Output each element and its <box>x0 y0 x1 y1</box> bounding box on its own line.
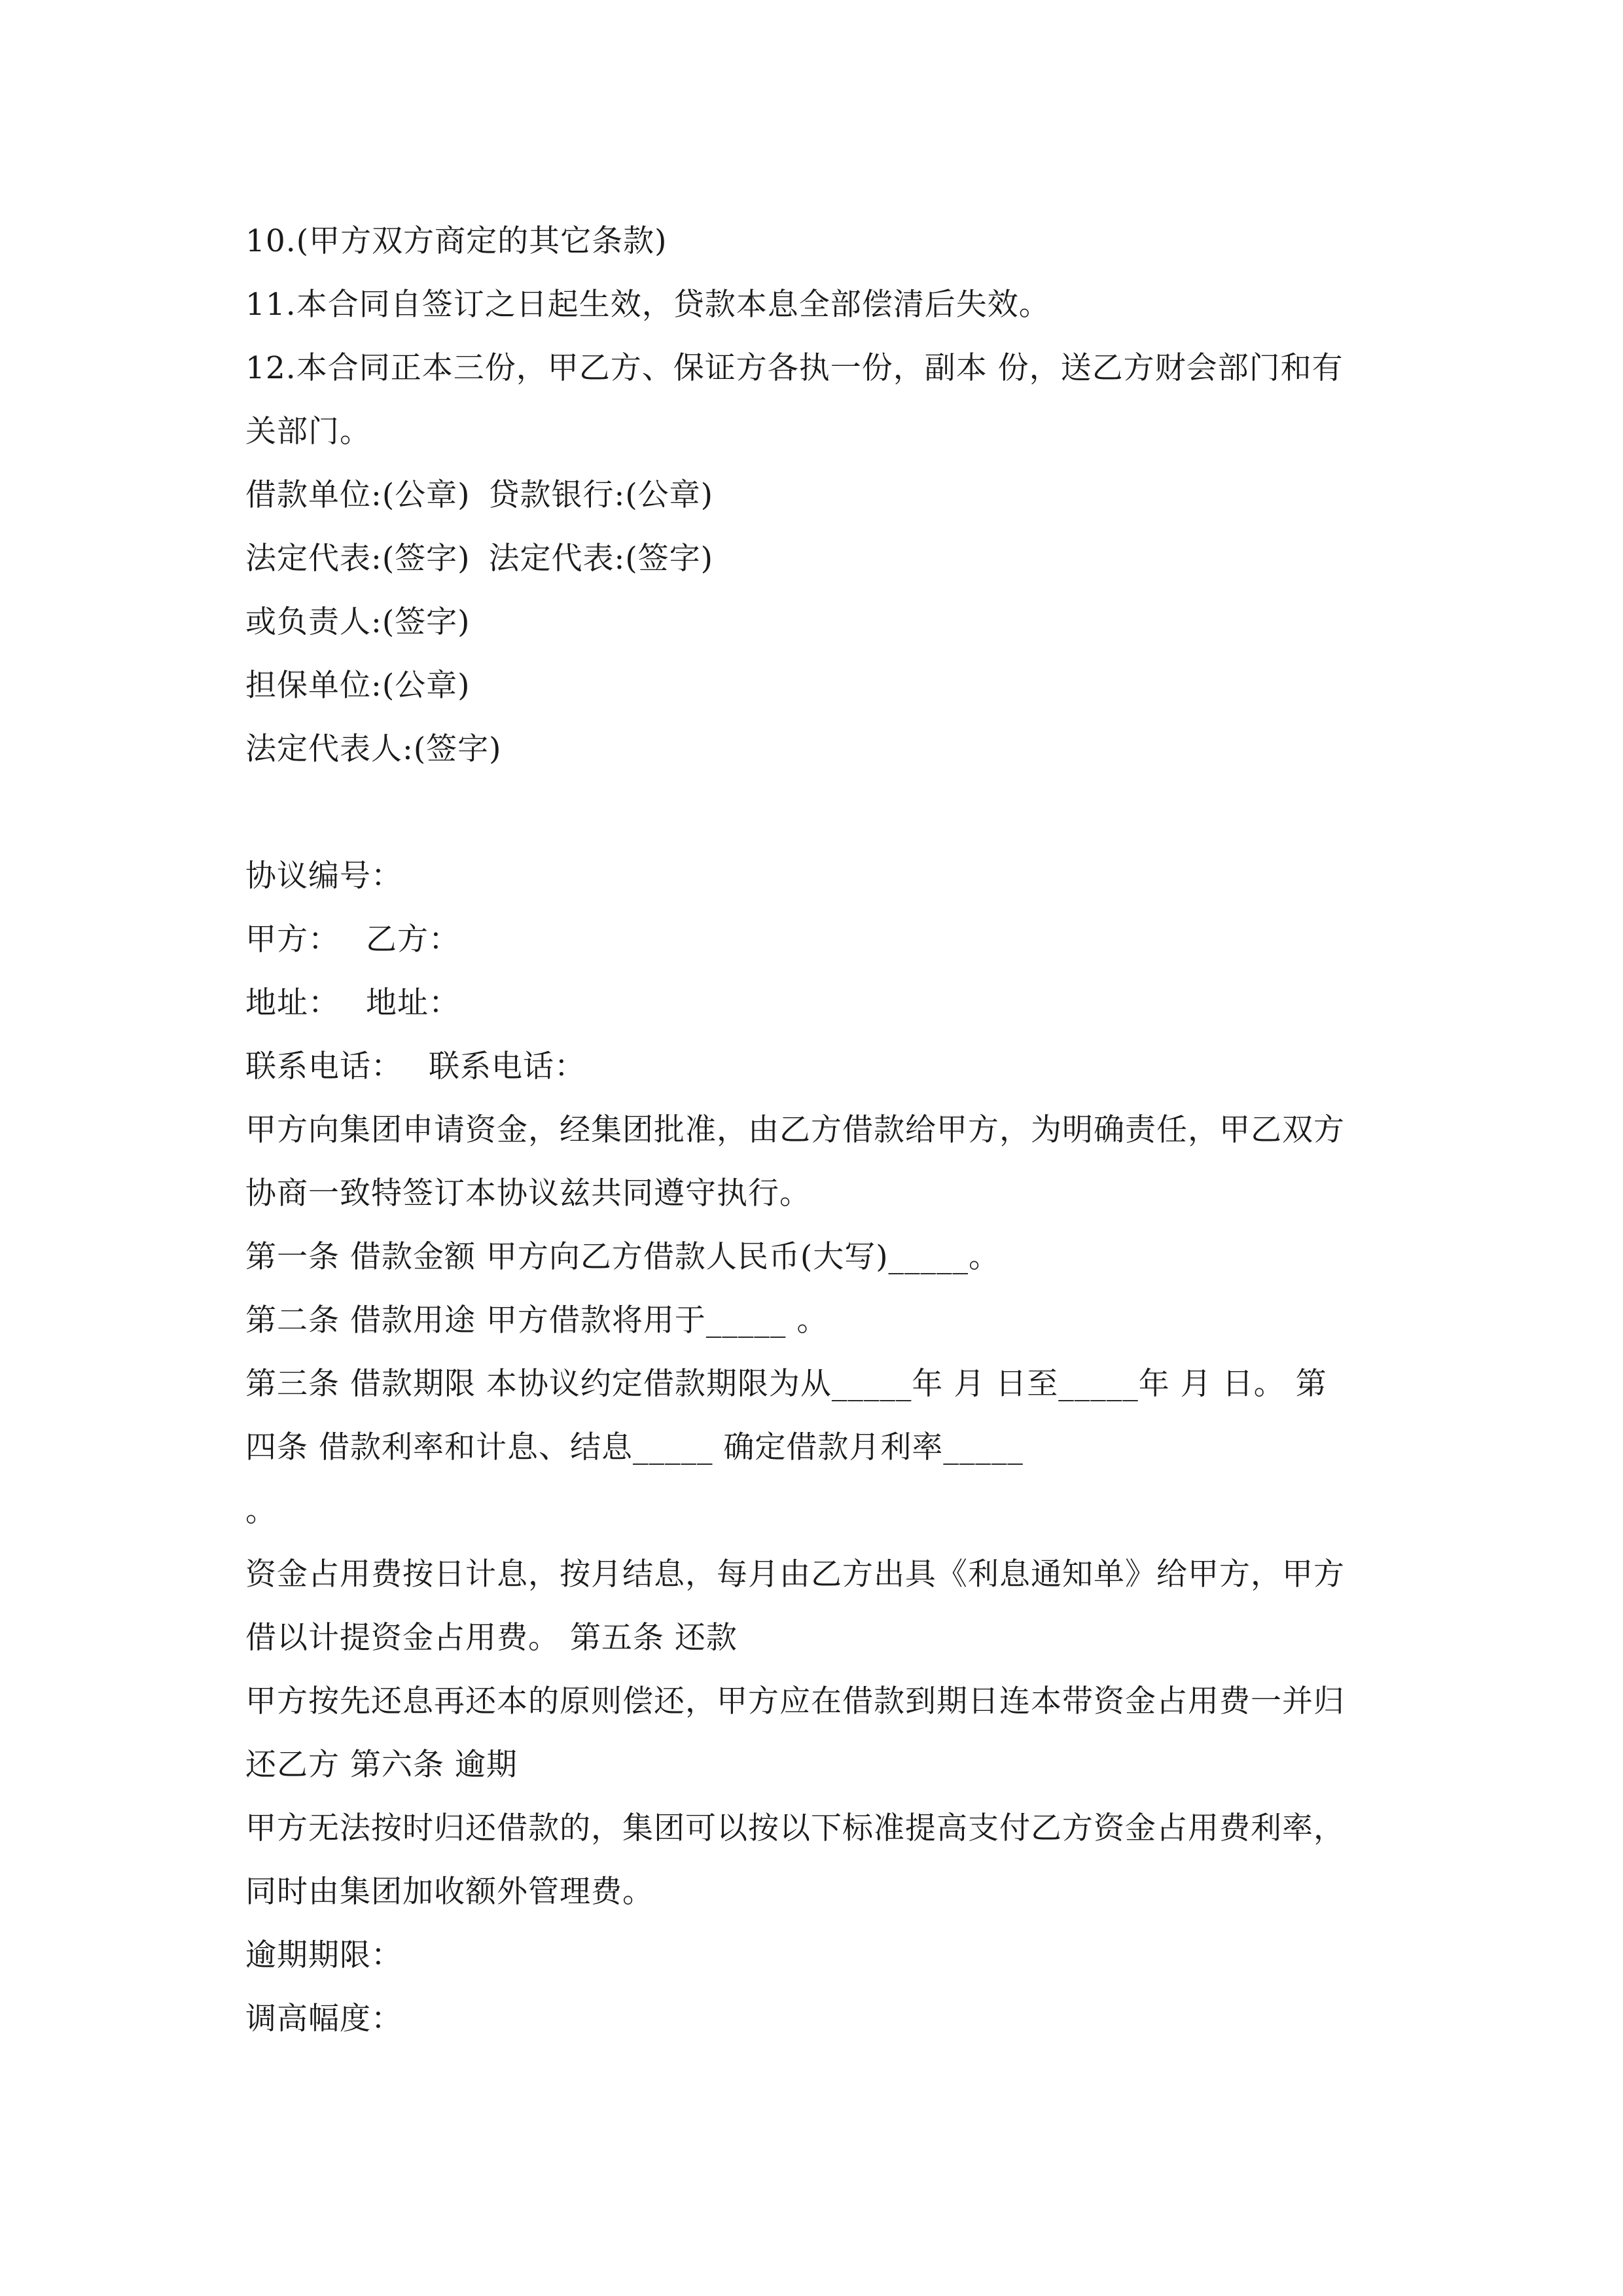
phone-row <box>245 1035 1397 1098</box>
article-1: 第一条 借款金额 甲方向乙方借款人民币(大写)_____。 <box>245 1239 1001 1275</box>
borrower-seal-label: 借款单位:(公章) <box>245 477 471 513</box>
repayment-line-1: 甲方按先还息再还本的原则偿还，甲方应在借款到期日连本带资金占用费一并归 <box>245 1683 1345 1719</box>
overdue-line-2: 同时由集团加收额外管理费。 <box>245 1874 654 1910</box>
overdue-period-label: 逾期期限： <box>245 1937 402 1973</box>
guarantor-seal-label: 担保单位:(公章) <box>245 668 471 704</box>
preamble-line-2: 协商一致特签订本协议兹共同遵守执行。 <box>245 1175 811 1211</box>
party-b-label: 乙方： <box>366 922 460 958</box>
clause-12: 12.本合同正本三份，甲乙方、保证方各执一份，副本 份，送乙方财会部门和有 <box>245 350 1344 386</box>
guarantor-rep-label: 法定代表人:(签字) <box>245 731 502 767</box>
article-3: 第三条 借款期限 本协议约定借款期限为从_____年 月 日至_____年 月 日。 第 <box>245 1366 1327 1402</box>
clause-11: 11.本合同自签订之日起生效，贷款本息全部偿清后失效。 <box>245 287 1050 323</box>
interest-line-2: 借以计提资金占用费。 第五条 还款 <box>245 1620 738 1656</box>
preamble-line-1: 甲方向集团申请资金，经集团批准，由乙方借款给甲方，为明确责任，甲乙双方 <box>245 1112 1345 1148</box>
interest-line-1: 资金占用费按日计息，按月结息，每月由乙方出具《利息通知单》给甲方，甲方 <box>245 1556 1345 1592</box>
bank-seal-label: 贷款银行:(公章) <box>488 477 714 513</box>
agreement-number: 协议编号： <box>245 858 402 894</box>
party-b-address-label: 地址： <box>366 985 460 1021</box>
article-2: 第二条 借款用途 甲方借款将用于_____ 。 <box>245 1302 829 1338</box>
document-page <box>245 209 1397 2051</box>
clause-10: 10.(甲方双方商定的其它条款) <box>245 223 668 259</box>
article-4: 四条 借款利率和计息、结息_____ 确定借款月利率_____ <box>245 1429 1024 1465</box>
article-4-end: 。 <box>245 1493 277 1529</box>
clause-12-cont: 关部门。 <box>245 414 371 450</box>
signature-row-3: 或负责人:(签字) <box>245 604 471 640</box>
party-a-label: 甲方： <box>245 922 340 958</box>
borrower-rep-label: 法定代表:(签字) <box>245 541 471 577</box>
address-row <box>245 971 1397 1035</box>
party-a-address-label: 地址： <box>245 985 340 1021</box>
party-a-phone-label: 联系电话： <box>245 1049 402 1085</box>
signature-row-1 <box>245 463 1397 527</box>
bank-rep-label: 法定代表:(签字) <box>488 541 714 577</box>
section-gap <box>245 781 1397 844</box>
repayment-line-2: 还乙方 第六条 逾期 <box>245 1747 518 1783</box>
signature-row-2 <box>245 527 1397 590</box>
rate-increase-label: 调高幅度： <box>245 2001 402 2037</box>
party-row <box>245 908 1397 971</box>
overdue-line-1: 甲方无法按时归还借款的，集团可以按以下标准提高支付乙方资金占用费利率， <box>245 1810 1345 1846</box>
party-b-phone-label: 联系电话： <box>429 1049 586 1085</box>
